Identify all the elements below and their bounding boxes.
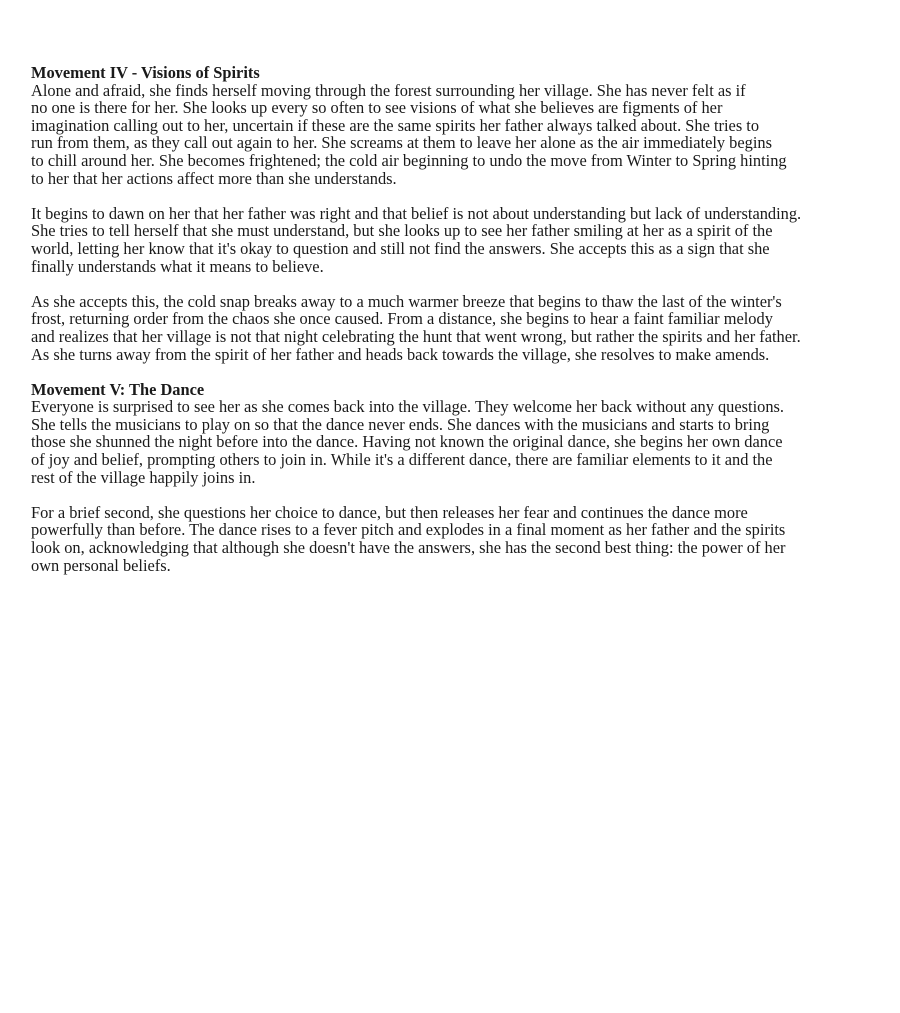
paragraph: [31, 504, 876, 574]
text-line: powerfully than before. The dance rises to a fever pitch and explodes in a final moment as her father and the spirits: [31, 520, 786, 540]
text-line: imagination calling out to her, uncertain if these are the same spirits her father always talked about. She tries to: [31, 115, 760, 135]
text-line: As she turns away from the spirit of her father and heads back towards the village, she resolves to make amends.: [31, 344, 770, 364]
document-body: [31, 64, 876, 574]
text-line: of joy and belief, prompting others to join in. While it's a different dance, there are familiar elements to it and the: [31, 450, 773, 470]
text-line: She tries to tell herself that she must understand, but she looks up to see her father smiling at her as a spirit of the: [31, 221, 773, 241]
text-line: own personal beliefs.: [31, 555, 171, 575]
paragraph-gap: [31, 275, 876, 293]
section-heading: Movement IV - Visions of Spirits: [31, 63, 260, 82]
paragraph-gap: [31, 486, 876, 504]
text-line: frost, returning order from the chaos she once caused. From a distance, she begins to hear a faint familiar melody: [31, 309, 773, 329]
paragraph: [31, 205, 876, 275]
text-line: Alone and afraid, she finds herself moving through the forest surrounding her village. She has never felt as if: [31, 80, 746, 100]
text-line: It begins to dawn on her that her father was right and that belief is not about understanding but lack of understanding.: [31, 203, 802, 223]
text-line: those she shunned the night before into the dance. Having not known the original dance, she begins her own dance: [31, 432, 783, 452]
paragraph-gap: [31, 363, 876, 381]
text-line: As she accepts this, the cold snap breaks away to a much warmer breeze that begins to thaw the last of the winter's: [31, 291, 782, 311]
text-line: world, letting her know that it's okay to question and still not find the answers. She accepts this as a sign that she: [31, 238, 770, 258]
text-line: Everyone is surprised to see her as she comes back into the village. They welcome her back without any questions.: [31, 397, 785, 417]
paragraph: [31, 82, 876, 188]
text-line: to her that her actions affect more than she understands.: [31, 168, 397, 188]
text-line: no one is there for her. She looks up every so often to see visions of what she believes are figments of her: [31, 98, 723, 118]
paragraph: [31, 398, 876, 486]
text-line: She tells the musicians to play on so that the dance never ends. She dances with the musicians and starts to bring: [31, 414, 770, 434]
paragraph: [31, 293, 876, 363]
text-line: rest of the village happily joins in.: [31, 467, 256, 487]
text-line: and realizes that her village is not that night celebrating the hunt that went wrong, but rather the spirits and her father.: [31, 326, 801, 346]
text-line: For a brief second, she questions her choice to dance, but then releases her fear and continues the dance more: [31, 502, 748, 522]
text-line: look on, acknowledging that although she doesn't have the answers, she has the second best thing: the power of her: [31, 538, 786, 558]
text-line: finally understands what it means to believe.: [31, 256, 324, 276]
paragraph-gap: [31, 187, 876, 205]
text-line: run from them, as they call out again to her. She screams at them to leave her alone as the air immediately begins: [31, 133, 772, 153]
text-line: to chill around her. She becomes frightened; the cold air beginning to undo the move from Winter to Spring hinting: [31, 150, 787, 170]
section-heading: Movement V: The Dance: [31, 379, 205, 399]
